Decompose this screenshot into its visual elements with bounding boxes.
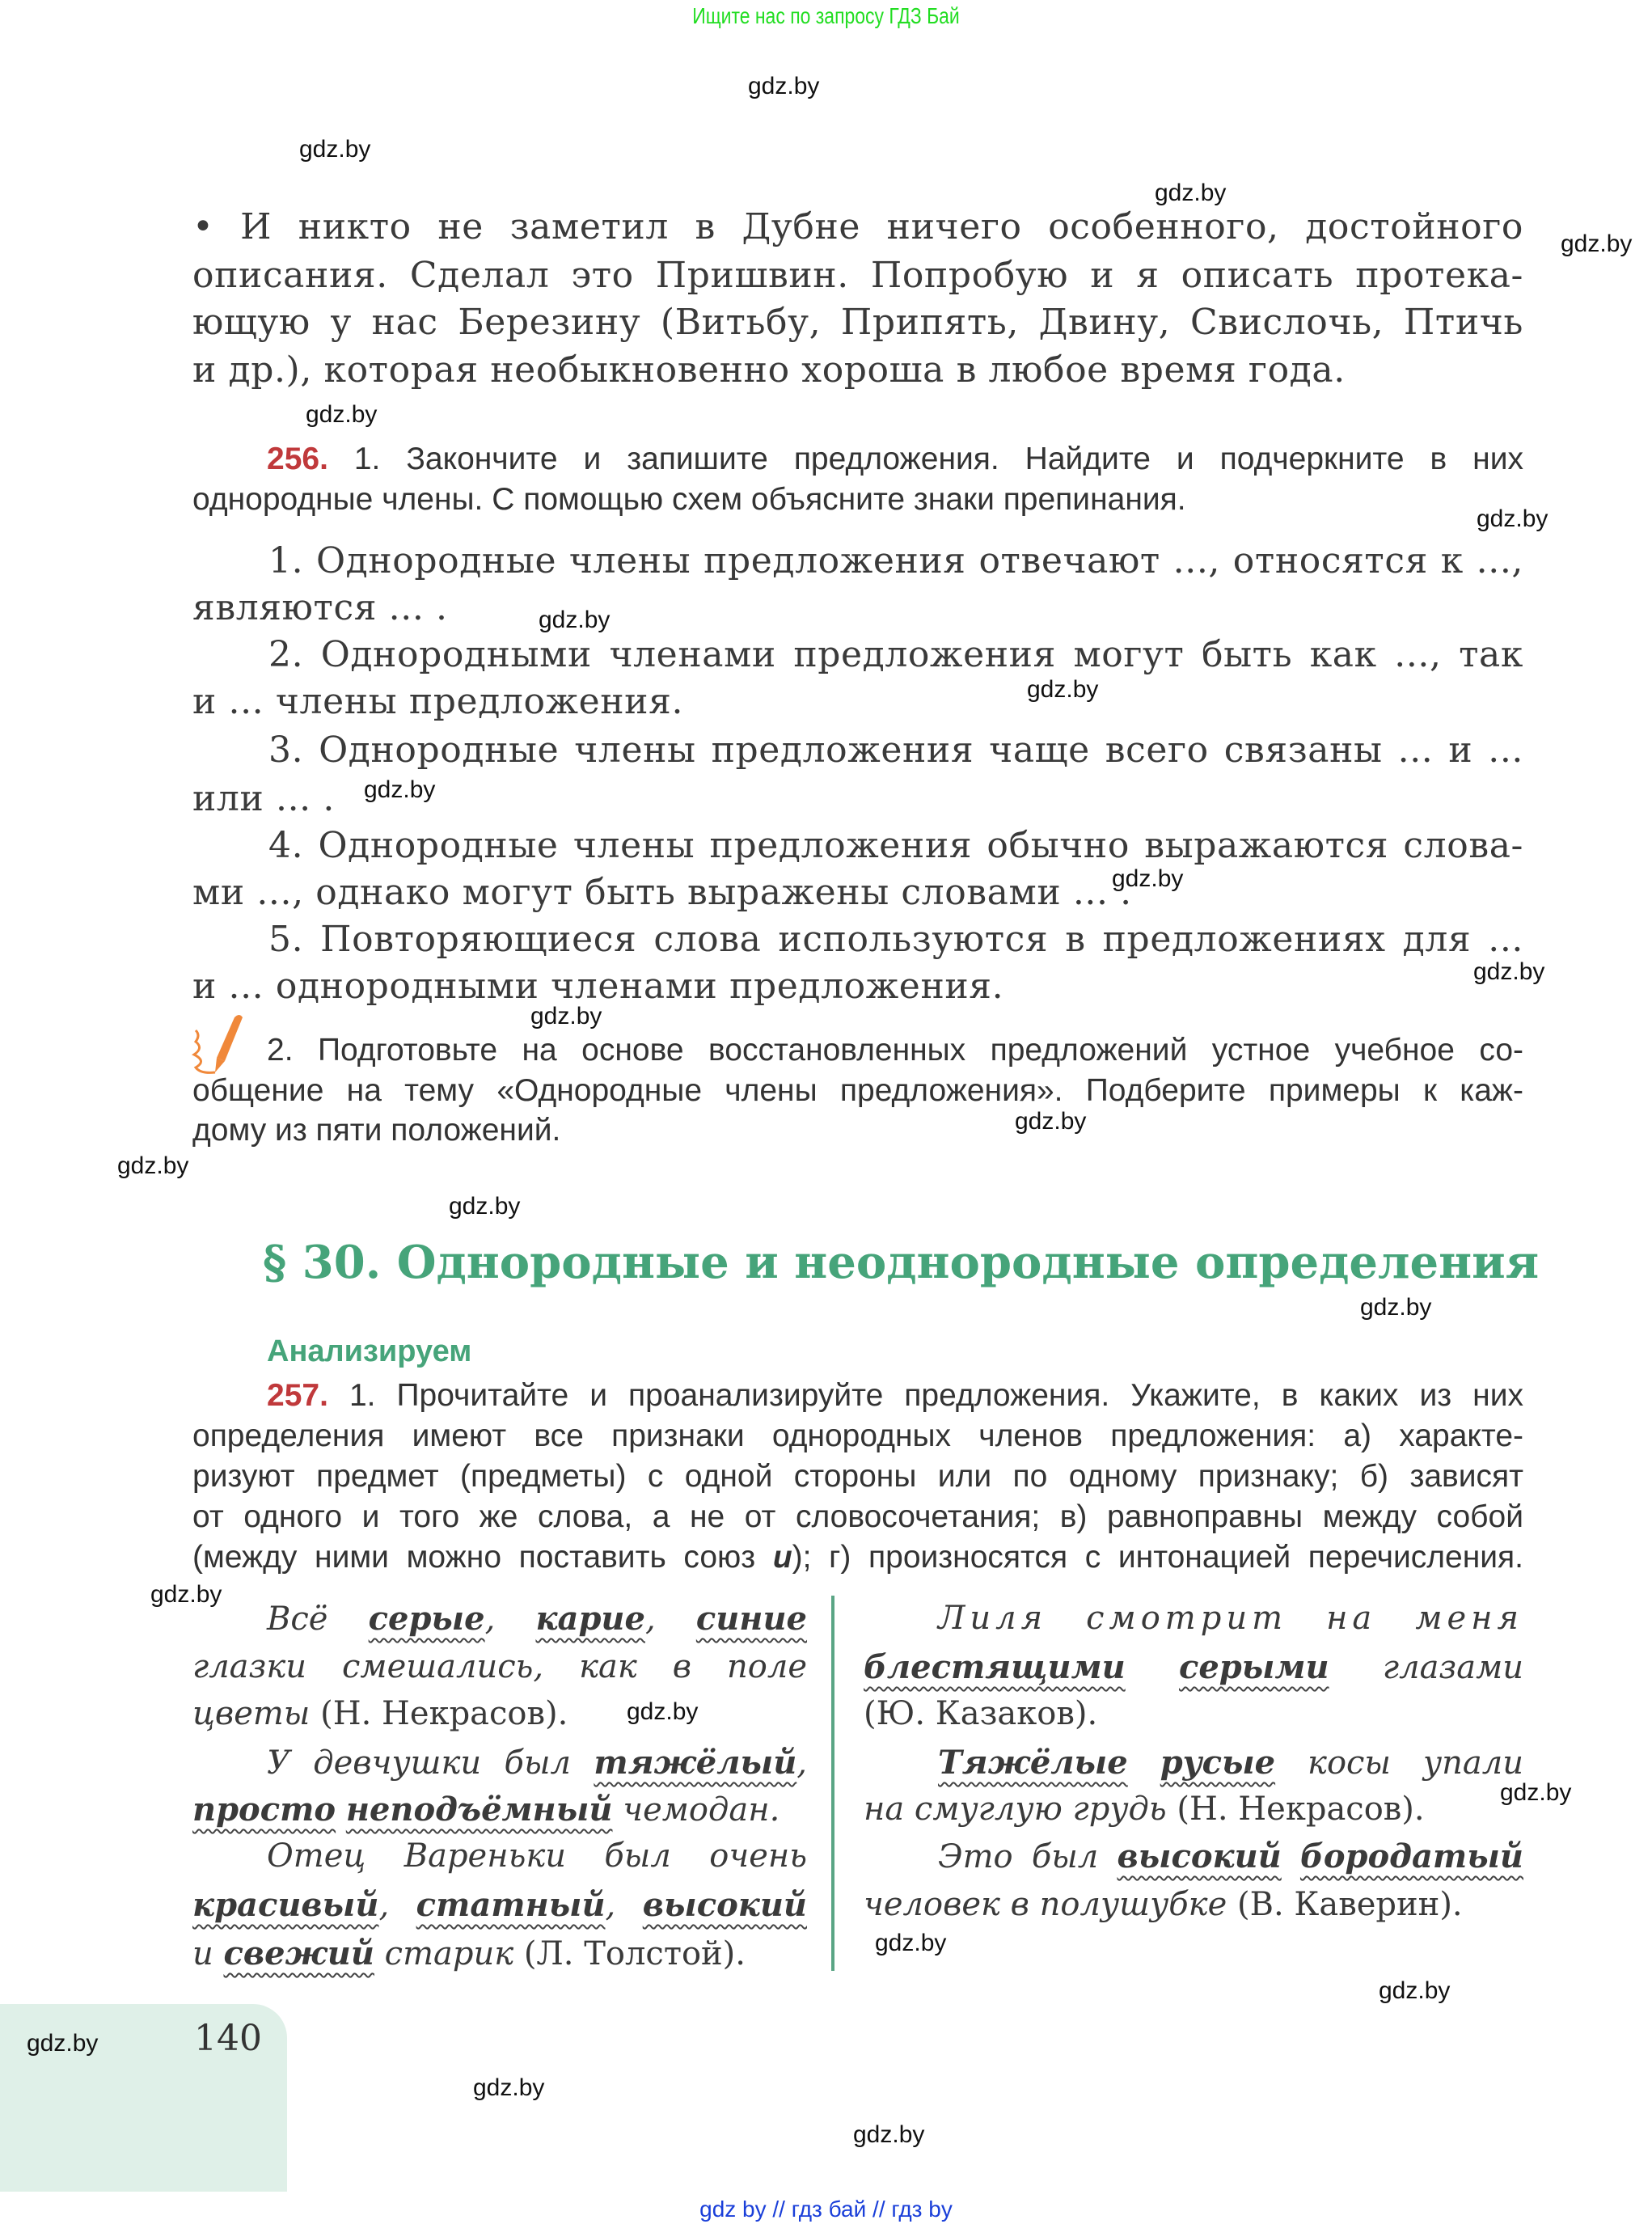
- text-fragment: и: [192, 1935, 224, 1972]
- bottom-links[interactable]: gdz by // гдз бай // гдз by: [699, 2197, 953, 2222]
- watermark-gdz: gdz.by: [27, 2030, 99, 2057]
- task-256-instruction-1: [192, 442, 1523, 477]
- task-256-text-1: 1. Закончите и запишите предложения. Найдите и подчеркните в них: [353, 442, 1523, 476]
- text-fragment: [1126, 1649, 1179, 1686]
- underlined-word: синие: [695, 1600, 807, 1638]
- example-left-line-1: [192, 1600, 807, 1638]
- watermark-gdz: gdz.by: [306, 401, 378, 428]
- text-fragment: (В. Каверин).: [1227, 1886, 1463, 1923]
- underlined-word: Тяжёлые: [938, 1744, 1128, 1782]
- watermark-gdz: gdz.by: [1379, 1977, 1451, 2004]
- column-divider: [831, 1596, 834, 1971]
- task-256-part2-3: дому из пяти положений.: [192, 1113, 561, 1148]
- underlined-word: блестящими: [864, 1648, 1126, 1686]
- underlined-word: тяжёлый: [594, 1744, 797, 1782]
- text-fragment: [1128, 1744, 1160, 1782]
- text-fragment: (Н. Некрасов).: [310, 1695, 568, 1732]
- watermark-gdz: gdz.by: [853, 2121, 925, 2148]
- task-257-instruction-3: ризуют предмет (предметы) с одной стороны или по одному признаку; б) зависят: [192, 1459, 1523, 1494]
- intro-line-2: описания. Сделал это Пришвин. Попробую и я описать протека-: [192, 255, 1523, 296]
- task-256-instruction-2: однородные члены. С помощью схем объясните знаки препинания.: [192, 482, 1186, 517]
- watermark-gdz: gdz.by: [1112, 865, 1184, 892]
- underlined-word: высокий: [1117, 1837, 1282, 1875]
- text-fragment: [336, 1791, 346, 1829]
- text-fragment: Это был: [938, 1838, 1118, 1875]
- instr5-part-a: (между ними можно поставить союз: [192, 1540, 773, 1575]
- watermark-gdz: gdz.by: [473, 2074, 545, 2101]
- example-right-line-7: [864, 1886, 1523, 1923]
- text-fragment: ,: [644, 1600, 696, 1638]
- underlined-word: серые: [368, 1600, 485, 1638]
- underlined-word: статный: [416, 1886, 606, 1924]
- example-right-line-4: [864, 1744, 1523, 1782]
- text-fragment: [1282, 1838, 1300, 1875]
- text-fragment: на смуглую грудь: [864, 1791, 1167, 1828]
- underlined-word: бородатый: [1299, 1837, 1523, 1875]
- task-256-part2-2: общение на тему «Однородные члены предложения». Подберите примеры к каж-: [192, 1073, 1523, 1108]
- text-fragment: старик: [374, 1935, 514, 1972]
- watermark-gdz: gdz.by: [299, 136, 371, 163]
- list-item-5a: 5. Повторяющиеся слова используются в предложениях для ...: [268, 919, 1523, 960]
- watermark-gdz: gdz.by: [117, 1152, 189, 1179]
- watermark-gdz: gdz.by: [449, 1193, 521, 1220]
- text-fragment: У девчушки был: [267, 1744, 594, 1782]
- intro-line-3: ющую у нас Березину (Витьбу, Припять, Двину, Свислочь, Птичь: [192, 302, 1523, 343]
- task-256-part2-1: [192, 1033, 1523, 1068]
- underlined-word: серыми: [1179, 1648, 1329, 1686]
- text-fragment: ,: [484, 1600, 536, 1638]
- watermark-gdz: gdz.by: [875, 1930, 947, 1956]
- text-fragment: цветы: [192, 1695, 311, 1732]
- section-subheading: Анализируем: [267, 1334, 472, 1368]
- text-fragment: ,: [796, 1744, 807, 1782]
- list-item-3a: 3. Однородные члены предложения чаще всего связаны ... и ...: [268, 729, 1523, 771]
- text-fragment: чемодан.: [612, 1791, 780, 1829]
- watermark-gdz: gdz.by: [1155, 180, 1227, 206]
- underlined-word: свежий: [223, 1934, 374, 1972]
- list-item-4b: ми ..., однако могут быть выражены словами ... .: [192, 872, 1132, 913]
- watermark-gdz: gdz.by: [1473, 958, 1545, 985]
- text-fragment: ,: [605, 1887, 643, 1924]
- example-left-line-3: [192, 1695, 807, 1732]
- list-item-5b: и ... однородными членами предложения.: [192, 966, 1004, 1007]
- conjunction-i: и: [772, 1540, 792, 1575]
- watermark-gdz: gdz.by: [1360, 1294, 1432, 1321]
- example-left-line-4: [192, 1744, 807, 1782]
- text-fragment: (Н. Некрасов).: [1166, 1791, 1425, 1828]
- underlined-word: карие: [535, 1600, 645, 1638]
- task-257-text-1: 1. Прочитайте и проанализируйте предложения. Укажите, в каких из них: [349, 1378, 1523, 1413]
- text-fragment: человек в полушубке: [864, 1886, 1227, 1923]
- intro-line-4: и др.), которая необыкновенно хороша в любое время года.: [192, 349, 1346, 391]
- text-fragment: (Л. Толстой).: [513, 1935, 746, 1972]
- text-fragment: Всё: [267, 1600, 369, 1638]
- top-banner[interactable]: Ищите нас по запросу ГДЗ Бай: [692, 3, 960, 28]
- list-item-1a: 1. Однородные члены предложения отвечают ..., относятся к ...,: [268, 540, 1523, 581]
- underlined-word: красивый: [192, 1886, 379, 1924]
- example-right-line-2: [864, 1648, 1523, 1686]
- example-right-line-3: (Ю. Казаков).: [864, 1695, 1098, 1732]
- text-fragment: Отец Вареньки был очень: [267, 1837, 807, 1875]
- text-fragment: глазами: [1329, 1649, 1523, 1686]
- example-left-line-7: [192, 1886, 807, 1924]
- example-left-line-8: [192, 1934, 807, 1972]
- page-number: 140: [194, 2018, 262, 2059]
- task-number-257: 257.: [267, 1378, 328, 1413]
- watermark-gdz: gdz.by: [748, 73, 820, 99]
- watermark-gdz: gdz.by: [364, 776, 436, 803]
- watermark-gdz: gdz.by: [539, 607, 611, 633]
- watermark-gdz: gdz.by: [1027, 676, 1099, 703]
- example-left-line-6: [192, 1837, 807, 1875]
- instr5-part-b: ); г) произносятся с интонацией перечисления.: [792, 1540, 1524, 1575]
- example-right-line-6: [864, 1837, 1523, 1875]
- task-257-instruction-5: [192, 1540, 1523, 1575]
- example-left-line-2: глазки смешались, как в поле: [192, 1648, 807, 1685]
- intro-line-1: • И никто не заметил в Дубне ничего особенного, достойного: [192, 206, 1523, 247]
- list-item-2a: 2. Однородными членами предложения могут быть как ..., так: [268, 634, 1523, 675]
- task-257-instruction-2: определения имеют все признаки однородных членов предложения: а) характе-: [192, 1419, 1523, 1453]
- example-right-line-5: [864, 1791, 1523, 1828]
- text-fragment: косы упали: [1275, 1744, 1524, 1782]
- watermark-gdz: gdz.by: [1561, 230, 1633, 257]
- text-fragment: Лиля смотрит на меня: [938, 1600, 1523, 1637]
- text-fragment: ,: [378, 1887, 416, 1924]
- section-title: § 30. Однородные и неоднородные определения: [263, 1236, 1540, 1289]
- task-257-instruction-4: от одного и того же слова, а не от словосочетания; в) равноправны между собой: [192, 1499, 1523, 1534]
- watermark-gdz: gdz.by: [530, 1003, 602, 1030]
- watermark-gdz: gdz.by: [1015, 1108, 1087, 1135]
- watermark-gdz: gdz.by: [150, 1581, 222, 1608]
- watermark-gdz: gdz.by: [627, 1698, 699, 1725]
- underlined-word: русые: [1160, 1744, 1276, 1782]
- example-left-line-5: [192, 1791, 807, 1829]
- watermark-gdz: gdz.by: [1477, 505, 1548, 532]
- task-257-instruction-1: [192, 1378, 1523, 1414]
- watermark-gdz: gdz.by: [1500, 1779, 1572, 1806]
- task-number-256: 256.: [267, 442, 328, 476]
- list-item-2b: и ... члены предложения.: [192, 681, 684, 722]
- underlined-word: неподъёмный: [345, 1791, 613, 1829]
- example-right-line-1: [864, 1600, 1523, 1637]
- underlined-word: высокий: [642, 1886, 807, 1924]
- underlined-word: просто: [192, 1791, 336, 1829]
- list-item-3b: или ... .: [192, 778, 335, 819]
- list-item-1b: являются ... .: [192, 587, 448, 628]
- part2-text-1: 2. Подготовьте на основе восстановленных предложений устное учебное со-: [267, 1033, 1523, 1068]
- list-item-4a: 4. Однородные члены предложения обычно выражаются слова-: [268, 825, 1523, 866]
